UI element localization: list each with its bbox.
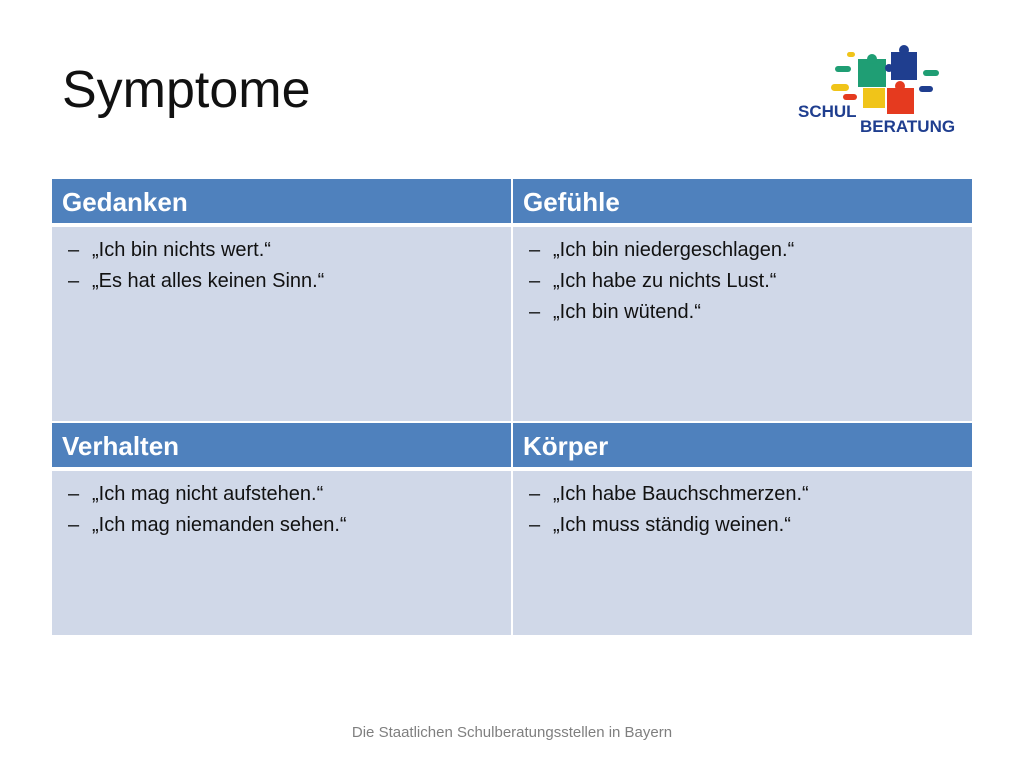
logo-text-schul: SCHUL bbox=[798, 102, 857, 121]
item-text: „Ich bin wütend.“ bbox=[553, 301, 701, 323]
logo-text-beratung: BERATUNG bbox=[860, 117, 956, 136]
list-item bbox=[62, 479, 501, 510]
dash-icon: – bbox=[529, 239, 541, 261]
cell-koerper bbox=[513, 471, 972, 635]
item-text: „Ich bin niedergeschlagen.“ bbox=[553, 239, 795, 261]
list-item bbox=[523, 479, 962, 510]
symptom-table bbox=[52, 179, 972, 635]
slide-footer: Die Staatlichen Schulberatungsstellen in Bayern bbox=[351, 724, 673, 741]
dash-icon: – bbox=[68, 483, 80, 505]
list-item bbox=[523, 297, 962, 328]
dash-icon: – bbox=[529, 483, 541, 505]
dash-icon: – bbox=[68, 514, 80, 536]
cell-verhalten bbox=[52, 471, 511, 635]
dash-icon: – bbox=[68, 239, 80, 261]
item-text: „Ich habe Bauchschmerzen.“ bbox=[553, 483, 809, 505]
list-item bbox=[62, 235, 501, 266]
dash-icon: – bbox=[529, 270, 541, 292]
dash-icon: – bbox=[529, 514, 541, 536]
header-verhalten: Verhalten bbox=[52, 423, 511, 469]
list-item bbox=[62, 266, 501, 297]
item-text: „Ich bin nichts wert.“ bbox=[92, 239, 271, 261]
slide-title: Symptome bbox=[62, 61, 311, 119]
cell-gedanken bbox=[52, 227, 511, 421]
cell-gefuehle bbox=[513, 227, 972, 421]
item-text: „Ich muss ständig weinen.“ bbox=[553, 514, 791, 536]
list-item bbox=[523, 266, 962, 297]
puzzle-logo-icon bbox=[795, 44, 970, 139]
item-text: „Es hat alles keinen Sinn.“ bbox=[92, 270, 325, 292]
dash-icon: – bbox=[529, 301, 541, 323]
item-text: „Ich mag nicht aufstehen.“ bbox=[92, 483, 324, 505]
header-koerper: Körper bbox=[513, 423, 972, 469]
list-item bbox=[62, 510, 501, 541]
list-item bbox=[523, 235, 962, 266]
header-gefuehle: Gefühle bbox=[513, 179, 972, 225]
dash-icon: – bbox=[68, 270, 80, 292]
item-text: „Ich habe zu nichts Lust.“ bbox=[553, 270, 777, 292]
header-gedanken: Gedanken bbox=[52, 179, 511, 225]
schulberatung-logo bbox=[795, 44, 970, 139]
list-item bbox=[523, 510, 962, 541]
item-text: „Ich mag niemanden sehen.“ bbox=[92, 514, 347, 536]
